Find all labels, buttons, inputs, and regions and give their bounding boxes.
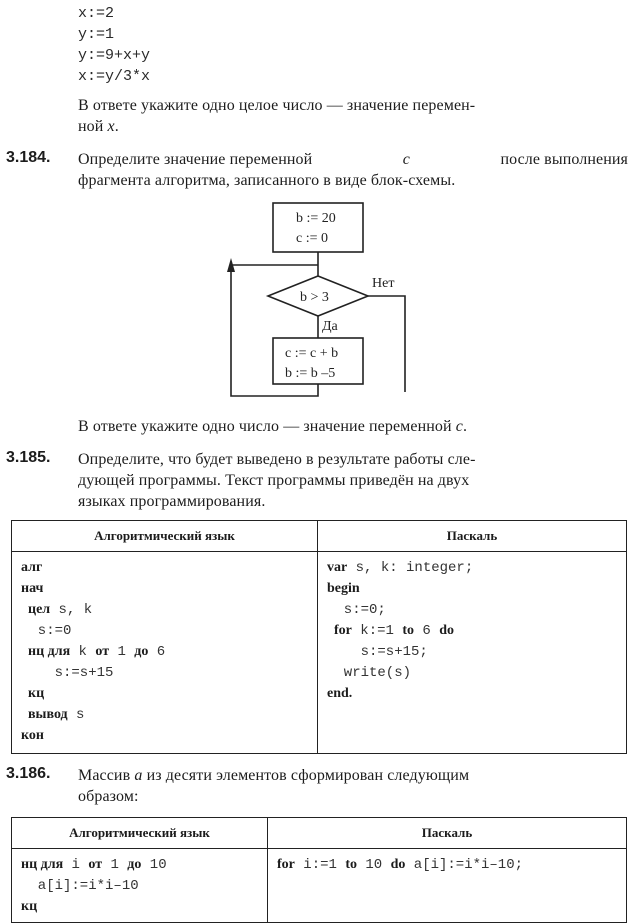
pascal-186-line-1 <box>277 854 626 875</box>
pascal-line-6 <box>327 662 626 683</box>
code-text: 10 <box>356 857 391 873</box>
pascal-code-cell-186 <box>268 849 627 923</box>
code-text: write(s) <box>327 665 412 681</box>
variable-x: x <box>107 118 115 135</box>
column-header-algo: Алгоритмический язык <box>12 521 318 552</box>
keyword: do <box>390 857 406 872</box>
code-text: k <box>70 644 96 660</box>
keyword: алг <box>21 560 43 575</box>
keyword: to <box>402 623 414 638</box>
column-header-pascal-186: Паскаль <box>268 818 627 849</box>
keyword: до <box>127 857 142 872</box>
keyword: от <box>88 857 103 872</box>
code-text: s:=s+15 <box>21 665 114 681</box>
keyword: вывод <box>21 707 68 722</box>
text: ной <box>78 118 108 135</box>
algo-line-4 <box>21 620 317 641</box>
code-text: 1 <box>109 644 135 660</box>
keyword: нц для <box>21 644 71 659</box>
code-text: a[i]:=i*i–10 <box>21 878 139 894</box>
code-text: s:=0 <box>21 623 72 639</box>
pascal-line-1 <box>327 557 626 578</box>
text: . <box>463 418 468 435</box>
keyword: var <box>327 560 348 575</box>
problem-185-line1: Определите, что будет выведено в результате работы сле- <box>78 451 476 468</box>
keyword: do <box>439 623 454 638</box>
code-text: i:=1 <box>294 857 346 873</box>
keyword: end. <box>327 686 353 701</box>
text: В ответе укажите одно число — значение переменной <box>78 418 456 435</box>
keyword: for <box>327 623 352 638</box>
variable-c-answer: c <box>455 418 463 435</box>
code-text: a[i]:=i*i–10; <box>405 857 524 873</box>
algo-line-1 <box>21 557 317 578</box>
keyword: до <box>134 644 149 659</box>
algo-line-8 <box>21 704 317 725</box>
code-text: i <box>63 857 89 873</box>
code-text: 10 <box>141 857 167 873</box>
program-table-185 <box>11 520 627 754</box>
init-line-1: b := 20 <box>296 211 336 226</box>
algo-code-cell <box>12 552 318 754</box>
keyword: кц <box>21 686 45 701</box>
algo-186-line-2 <box>21 875 267 896</box>
answer-prompt-184 <box>78 416 628 437</box>
code-line-1: x:=2 <box>78 5 115 22</box>
body-line-1: c := c + b <box>285 346 339 361</box>
keyword: to <box>345 857 357 872</box>
algo-line-6 <box>21 662 317 683</box>
pascal-line-5 <box>327 641 626 662</box>
pascal-line-7 <box>327 683 626 704</box>
problem-186-line1 <box>78 765 628 786</box>
text: после выполнения <box>500 151 628 168</box>
keyword: от <box>95 644 110 659</box>
pascal-line-2 <box>327 578 626 599</box>
answer-prompt-183-line1: В ответе укажите одно целое число — значение перемен- <box>78 97 476 114</box>
problem-185-line3: языках программирования. <box>78 493 266 510</box>
code-text: s <box>67 707 85 723</box>
yes-label: Да <box>322 319 338 334</box>
keyword: нач <box>21 581 44 596</box>
problem-number-186: 3.186. <box>6 765 51 782</box>
algo-186-line-1 <box>21 854 267 875</box>
pascal-line-4 <box>327 620 626 641</box>
algo-line-2 <box>21 578 317 599</box>
problem-185-line2: дующей программы. Текст программы приведён на двух <box>78 472 470 489</box>
pascal-line-3 <box>327 599 626 620</box>
algo-code-cell-186 <box>12 849 268 923</box>
algo-line-9 <box>21 725 317 746</box>
variable-c: c <box>402 151 410 168</box>
pascal-code-cell <box>318 552 627 754</box>
keyword: цел <box>21 602 51 617</box>
code-line-2: y:=1 <box>78 26 115 43</box>
keyword: begin <box>327 581 360 596</box>
code-text: s:=0; <box>327 602 386 618</box>
code-text: s:=s+15; <box>327 644 428 660</box>
program-table-186 <box>11 817 627 923</box>
keyword: for <box>277 857 295 872</box>
problem-text-186 <box>78 765 628 807</box>
problem-text-185 <box>78 449 628 512</box>
text: . <box>114 118 119 135</box>
body-line-2: b := b –5 <box>285 366 336 381</box>
text: Массив <box>78 767 135 784</box>
code-text: k:=1 <box>351 623 403 639</box>
code-text: 6 <box>148 644 166 660</box>
code-text: s, k <box>50 602 93 618</box>
condition-label: b > 3 <box>300 290 329 305</box>
problem-number-185: 3.185. <box>6 449 51 466</box>
algo-line-7 <box>21 683 317 704</box>
algo-line-5 <box>21 641 317 662</box>
problem-number-184: 3.184. <box>6 149 51 166</box>
problem-186-line2: образом: <box>78 788 139 805</box>
keyword: кон <box>21 728 44 743</box>
text: Определите значение переменной <box>78 151 313 168</box>
keyword: кц <box>21 899 38 914</box>
algo-line-3 <box>21 599 317 620</box>
column-header-pascal: Паскаль <box>318 521 627 552</box>
algo-186-line-3 <box>21 896 267 917</box>
text: из десяти элементов сформирован следующим <box>142 767 470 784</box>
no-label: Нет <box>372 276 395 291</box>
code-line-3: y:=9+x+y <box>78 47 151 64</box>
variable-a: a <box>134 767 143 784</box>
problem-184-line2: фрагмента алгоритма, записанного в виде блок-схемы. <box>78 172 456 189</box>
keyword: нц для <box>21 857 64 872</box>
code-line-4: x:=y/3*x <box>78 68 151 85</box>
init-line-2: c := 0 <box>296 231 328 246</box>
code-text: 1 <box>102 857 128 873</box>
code-text: 6 <box>413 623 440 639</box>
code-text: s, k: integer; <box>347 560 474 576</box>
column-header-algo-186: Алгоритмический язык <box>12 818 268 849</box>
